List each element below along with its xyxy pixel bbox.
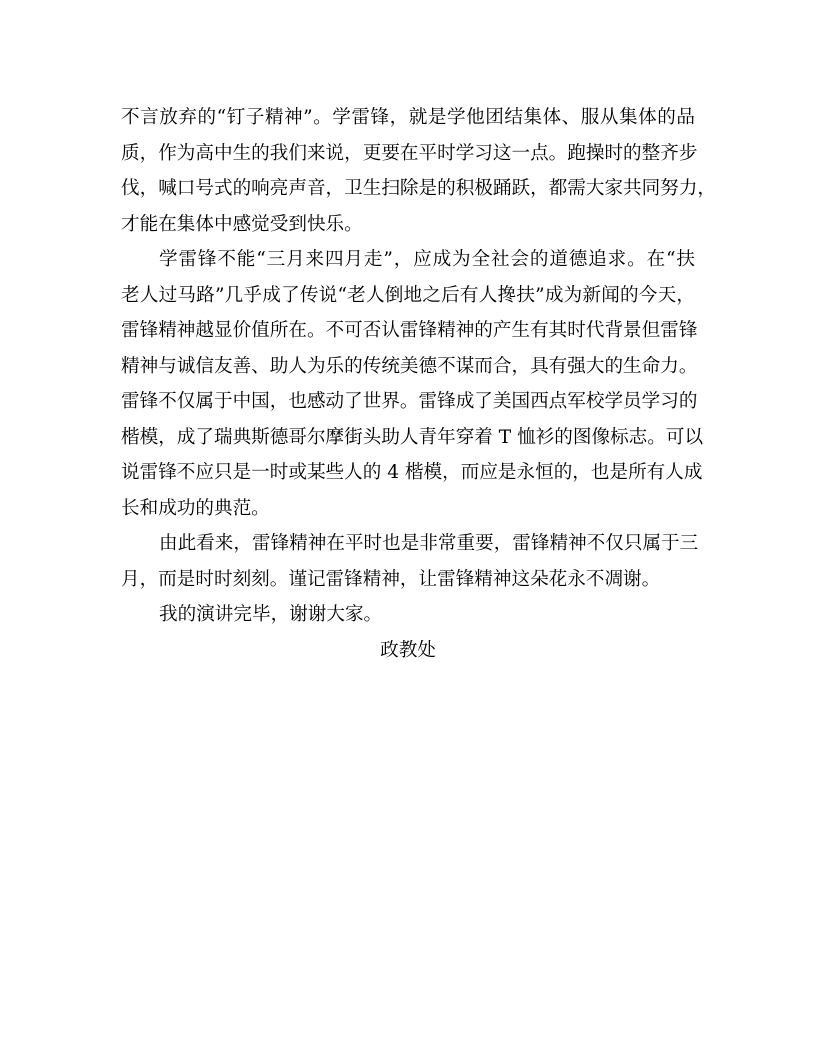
paragraph-line: 楷模，成了瑞典斯德哥尔摩街头助人青年穿着 T 恤衫的图像标志。可以 [121, 426, 704, 448]
paragraph-line: 伐，喊口号式的响亮声音，卫生扫除是的积极踊跃，都需大家共同努力， [121, 178, 717, 199]
paragraph-line: 质，作为高中生的我们来说，更要在平时学习这一点。跑操时的整齐步 [121, 142, 698, 164]
paragraph-line: 不言放弃的“钉子精神”。学雷锋，就是学他团结集体、服从集体的品 [121, 107, 695, 128]
paragraph-line: 由此看来，雷锋精神在平时也是非常重要，雷锋精神不仅只属于三 [159, 533, 699, 554]
closing-line: 我的演讲完毕，谢谢大家。 [159, 604, 383, 625]
document-body [121, 100, 717, 668]
signature-department: 政教处 [380, 639, 436, 661]
paragraph-line: 老人过马路”几乎成了传说“老人倒地之后有人搀扶”成为新闻的今天， [121, 284, 695, 306]
paragraph-line: 精神与诚信友善、助人为乐的传统美德不谋而合，具有强大的生命力。 [121, 355, 698, 377]
paragraph-line: 月，而是时时刻刻。谨记雷锋精神，让雷锋精神这朵花永不凋谢。 [121, 568, 661, 590]
paragraph-line: 学雷锋不能“三月来四月走”，应成为全社会的道德追求。在“扶 [159, 249, 695, 270]
paragraph-line: 雷锋精神越显价值所在。不可否认雷锋精神的产生有其时代背景但雷锋 [121, 320, 698, 341]
paragraph-line: 才能在集体中感觉受到快乐。 [121, 213, 363, 235]
paragraph-line: 说雷锋不应只是一时或某些人的 4 楷模，而应是永恒的，也是所有人成 [121, 462, 703, 483]
paragraph-line: 雷锋不仅属于中国，也感动了世界。雷锋成了美国西点军校学员学习的 [121, 391, 698, 412]
paragraph-line: 长和成功的典范。 [121, 497, 270, 519]
